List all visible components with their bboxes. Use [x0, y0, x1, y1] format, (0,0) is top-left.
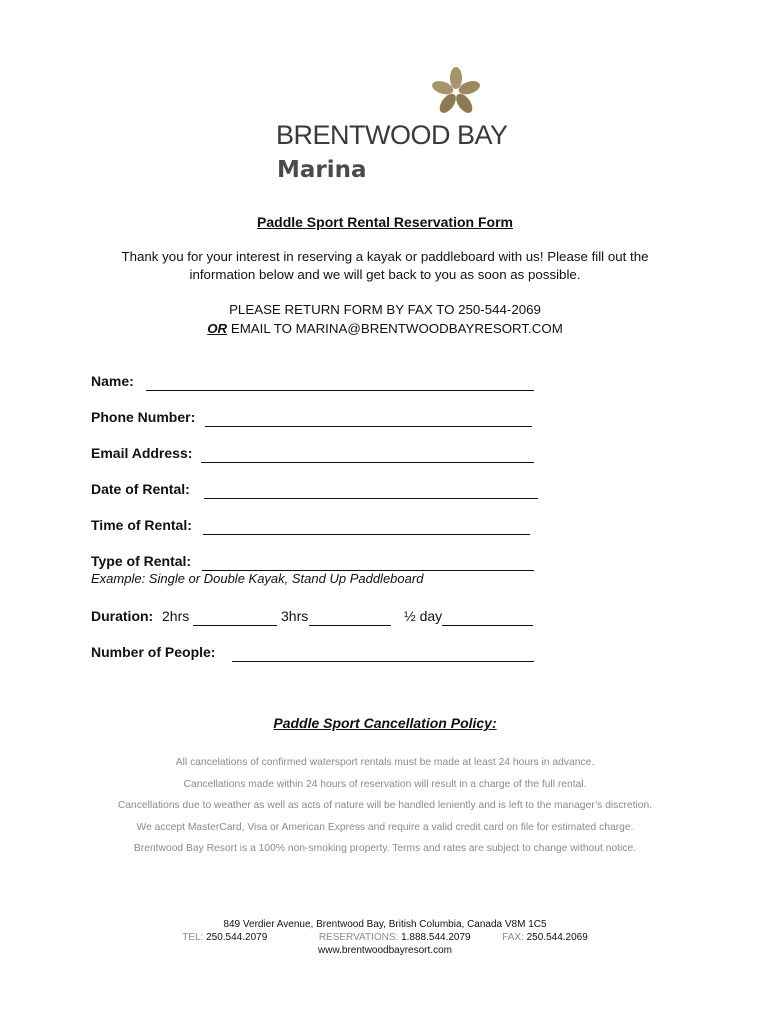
- email-field[interactable]: [91, 443, 535, 463]
- type-example: Example: Single or Double Kayak, Stand Up Paddleboard: [91, 571, 424, 586]
- return-fax-line: PLEASE RETURN FORM BY FAX TO 250-544-2069: [229, 302, 541, 317]
- people-label: Number of People:: [91, 644, 216, 660]
- phone-line[interactable]: [205, 426, 532, 427]
- fax-value: 250.544.2069: [526, 932, 588, 943]
- phone-field[interactable]: [91, 407, 535, 427]
- duration-3hrs-line[interactable]: [309, 625, 391, 626]
- duration-halfday-line[interactable]: [442, 625, 533, 626]
- form-title: Paddle Sport Rental Reservation Form: [257, 214, 513, 230]
- name-line[interactable]: [146, 390, 534, 391]
- footer-address: 849 Verdier Avenue, Brentwood Bay, British Columbia, Canada V8M 1C5: [223, 919, 547, 930]
- return-instructions: [0, 300, 770, 338]
- duration-3hrs: 3hrs: [281, 608, 309, 624]
- duration-halfday: ½ day: [404, 608, 443, 624]
- time-field[interactable]: [91, 515, 535, 535]
- reservations-label: RESERVATIONS:: [318, 932, 399, 943]
- people-line[interactable]: [232, 661, 534, 662]
- phone-label: Phone Number:: [91, 409, 196, 425]
- policy-line: Brentwood Bay Resort is a 100% non-smoking property. Terms and rates are subject to change without notice.: [133, 843, 637, 854]
- duration-field[interactable]: [91, 606, 541, 626]
- flower-logo-icon: [428, 64, 484, 120]
- type-field[interactable]: [91, 551, 535, 571]
- return-email-line: EMAIL TO MARINA@BRENTWOODBAYRESORT.COM: [227, 321, 563, 336]
- date-label: Date of Rental:: [91, 481, 190, 497]
- date-field[interactable]: [91, 479, 541, 499]
- name-label: Name:: [91, 373, 134, 389]
- intro-line-1: Thank you for your interest in reserving a kayak or paddleboard with us! Please fill out the: [121, 249, 649, 264]
- brand-subtitle: Marina: [277, 157, 367, 183]
- people-field[interactable]: [91, 642, 535, 662]
- return-or: OR: [207, 321, 228, 336]
- reservations-value: 1.888.544.2079: [401, 932, 471, 943]
- policy-title: Paddle Sport Cancellation Policy:: [273, 715, 497, 731]
- name-field[interactable]: [91, 371, 535, 391]
- fax-label: FAX:: [502, 932, 524, 943]
- duration-2hrs-line[interactable]: [193, 625, 277, 626]
- type-label: Type of Rental:: [91, 553, 192, 569]
- policy-text: [0, 752, 770, 860]
- time-label: Time of Rental:: [91, 517, 192, 533]
- policy-line: We accept MasterCard, Visa or American Express and require a valid credit card on file for estimated charge.: [136, 821, 634, 833]
- email-line[interactable]: [201, 462, 534, 463]
- footer-contacts: [0, 931, 770, 944]
- date-line[interactable]: [204, 498, 538, 499]
- footer: [0, 918, 770, 957]
- tel-value: 250.544.2079: [206, 932, 268, 943]
- intro-text: [100, 248, 670, 284]
- intro-line-2: information below and we will get back to you as soon as possible.: [189, 267, 581, 282]
- duration-2hrs: 2hrs: [162, 608, 190, 624]
- policy-line: Cancellations due to weather as well as acts of nature will be handled leniently and is left to the manager’s discretion.: [117, 800, 653, 811]
- footer-website[interactable]: www.brentwoodbayresort.com: [318, 945, 452, 956]
- tel-label: TEL:: [182, 932, 204, 943]
- time-line[interactable]: [203, 534, 530, 535]
- email-label: Email Address:: [91, 445, 193, 461]
- policy-line: All cancelations of confirmed watersport rentals must be made at least 24 hours in advance.: [175, 757, 595, 768]
- brand-name: BRENTWOOD BAY: [276, 120, 508, 150]
- policy-line: Cancellations made within 24 hours of reservation will result in a charge of the full rental.: [183, 778, 587, 790]
- duration-label: Duration:: [91, 608, 154, 624]
